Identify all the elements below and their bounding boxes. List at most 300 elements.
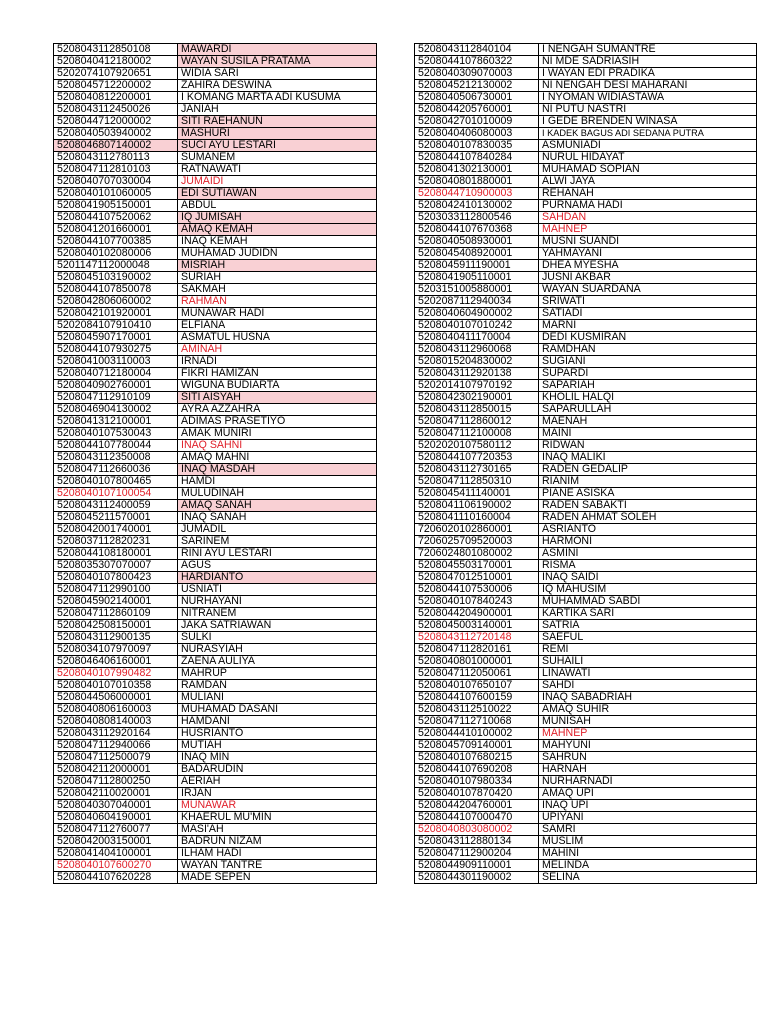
id-number-cell: 5208043112960068	[415, 344, 539, 356]
name-cell: MAHINI	[539, 848, 757, 860]
table-row	[54, 632, 377, 644]
table-row	[54, 800, 377, 812]
name-cell: SATIADI	[539, 308, 757, 320]
name-cell: AMAQ SANAH	[178, 500, 377, 512]
name-cell: RAMDAN	[178, 680, 377, 692]
name-cell: I KADEK BAGUS ADI SEDANA PUTRA	[539, 128, 757, 140]
id-number-cell: 5208046904130002	[54, 404, 178, 416]
name-cell: HAMDANI	[178, 716, 377, 728]
table-row	[415, 644, 757, 656]
name-cell: INAQ UPI	[539, 800, 757, 812]
name-cell: MAINI	[539, 428, 757, 440]
id-number-cell: 5208043112920138	[415, 368, 539, 380]
name-cell: MAHYUNI	[539, 740, 757, 752]
id-number-cell: 5208037112820231	[54, 536, 178, 548]
name-cell: IQ JUMISAH	[178, 212, 377, 224]
id-number-cell: 5208040801880001	[415, 176, 539, 188]
id-number-cell: 5208043112880134	[415, 836, 539, 848]
id-number-cell: 5208044107600159	[415, 692, 539, 704]
name-cell: AMAK MUNIRI	[178, 428, 377, 440]
id-number-cell: 5208043112780113	[54, 152, 178, 164]
id-number-cell: 5208041905150001	[54, 200, 178, 212]
table-row	[54, 680, 377, 692]
table-row	[415, 440, 757, 452]
table-row	[415, 128, 757, 140]
id-number-cell: 5208047112500079	[54, 752, 178, 764]
name-cell: ELFIANA	[178, 320, 377, 332]
name-cell: ABDUL	[178, 200, 377, 212]
id-number-cell: 5208047112990100	[54, 584, 178, 596]
name-cell: NI MDE SADRIASIH	[539, 56, 757, 68]
id-number-cell: 5208041106190002	[415, 500, 539, 512]
id-number-cell: 5208040806160003	[54, 704, 178, 716]
id-number-cell: 5208044205760001	[415, 104, 539, 116]
name-cell: HARMONI	[539, 536, 757, 548]
table-row	[54, 224, 377, 236]
id-number-cell: 7206024801080002	[415, 548, 539, 560]
id-number-cell: 5208043112720148	[415, 632, 539, 644]
table-row	[54, 332, 377, 344]
name-cell: MUHAMAD DASANI	[178, 704, 377, 716]
name-cell: MAHRUP	[178, 668, 377, 680]
name-cell: ADIMAS PRASETIYO	[178, 416, 377, 428]
table-row	[54, 584, 377, 596]
id-number-cell: 5208044410100002	[415, 728, 539, 740]
id-number-cell: 5202084107910410	[54, 320, 178, 332]
table-row	[415, 356, 757, 368]
table-row	[54, 44, 377, 56]
id-number-cell: 5208042003150001	[54, 836, 178, 848]
id-number-cell: 5208047112940066	[54, 740, 178, 752]
id-number-cell: 5208045503170001	[415, 560, 539, 572]
table-row	[415, 848, 757, 860]
id-number-cell: 5208035307070007	[54, 560, 178, 572]
table-row	[415, 500, 757, 512]
name-cell: RAMDHAN	[539, 344, 757, 356]
id-number-cell: 5208047112050061	[415, 668, 539, 680]
table-row	[415, 536, 757, 548]
name-cell: AYRA AZZAHRA	[178, 404, 377, 416]
id-number-cell: 5208044107620228	[54, 872, 178, 884]
table-row	[54, 644, 377, 656]
table-row	[54, 464, 377, 476]
table-row	[415, 272, 757, 284]
table-row	[415, 368, 757, 380]
table-row	[415, 692, 757, 704]
table-row	[415, 668, 757, 680]
id-number-cell: 5208044107860322	[415, 56, 539, 68]
table-row	[415, 140, 757, 152]
name-cell: MASI'AH	[178, 824, 377, 836]
name-cell: HAMDI	[178, 476, 377, 488]
id-number-cell: 5208044204760001	[415, 800, 539, 812]
name-cell: I KOMANG MARTA ADI KUSUMA	[178, 92, 377, 104]
name-cell: INAQ SAIDI	[539, 572, 757, 584]
table-row	[54, 284, 377, 296]
id-number-cell: 5208047112900204	[415, 848, 539, 860]
name-cell: LINAWATI	[539, 668, 757, 680]
name-cell: REMI	[539, 644, 757, 656]
name-cell: I NYOMAN WIDIASTAWA	[539, 92, 757, 104]
id-number-cell: 5208044301190002	[415, 872, 539, 884]
table-row	[415, 212, 757, 224]
name-cell: KHAERUL MU'MIN	[178, 812, 377, 824]
table-row	[54, 788, 377, 800]
name-cell: KHOLIL HALQI	[539, 392, 757, 404]
id-number-cell: 5202087112940034	[415, 296, 539, 308]
id-number-cell: 5208045212130002	[415, 80, 539, 92]
name-cell: SAEFUL	[539, 632, 757, 644]
id-number-cell: 5208044107840284	[415, 152, 539, 164]
id-number-cell: 5208042302190001	[415, 392, 539, 404]
table-row	[415, 260, 757, 272]
id-number-cell: 5208041110160004	[415, 512, 539, 524]
id-number-cell: 5208047112100008	[415, 428, 539, 440]
id-number-cell: 5208040508930001	[415, 236, 539, 248]
table-row	[415, 56, 757, 68]
table-row	[54, 500, 377, 512]
id-number-cell: 5208040107980334	[415, 776, 539, 788]
id-number-cell: 5208043112900135	[54, 632, 178, 644]
id-number-cell: 5208043112850108	[54, 44, 178, 56]
table-row	[415, 404, 757, 416]
table-row	[415, 608, 757, 620]
name-cell: SUGIANI	[539, 356, 757, 368]
name-cell: MARNI	[539, 320, 757, 332]
table-row	[54, 656, 377, 668]
id-number-cell: 5208040309070003	[415, 68, 539, 80]
id-number-cell: 5208044506000001	[54, 692, 178, 704]
table-row	[54, 608, 377, 620]
table-row	[54, 404, 377, 416]
name-cell: INAQ MALIKI	[539, 452, 757, 464]
id-number-cell: 5208040107800423	[54, 572, 178, 584]
name-cell: HARDIANTO	[178, 572, 377, 584]
table-row	[415, 524, 757, 536]
table-row	[54, 440, 377, 452]
name-cell: SAPARIAH	[539, 380, 757, 392]
table-row	[54, 476, 377, 488]
name-cell: WAYAN TANTRE	[178, 860, 377, 872]
name-cell: RINI AYU LESTARI	[178, 548, 377, 560]
id-number-cell: 5208047112850310	[415, 476, 539, 488]
name-cell: I GEDE BRENDEN WINASA	[539, 116, 757, 128]
id-number-cell: 5208040803080002	[415, 824, 539, 836]
table-row	[415, 344, 757, 356]
id-number-cell: 5208044107930275	[54, 344, 178, 356]
id-number-cell: 5203033112800546	[415, 212, 539, 224]
id-number-cell: 5208040107800465	[54, 476, 178, 488]
id-number-cell: 5208047112660036	[54, 464, 178, 476]
id-number-cell: 5208042101920001	[54, 308, 178, 320]
table-row	[415, 632, 757, 644]
table-row	[54, 380, 377, 392]
id-number-cell: 5208044107520062	[54, 212, 178, 224]
name-cell: SAHDAN	[539, 212, 757, 224]
name-cell: SARINEM	[178, 536, 377, 548]
table-row	[415, 512, 757, 524]
table-row	[415, 872, 757, 884]
id-number-cell: 5208045709140001	[415, 740, 539, 752]
id-number-cell: 5208045911190001	[415, 260, 539, 272]
name-cell: AMAQ SUHIR	[539, 704, 757, 716]
name-cell: INAQ SAHNI	[178, 440, 377, 452]
table-row	[54, 308, 377, 320]
id-number-cell: 5208040503940002	[54, 128, 178, 140]
id-number-cell: 5208045902140001	[54, 596, 178, 608]
name-cell: MASHURI	[178, 128, 377, 140]
table-row	[54, 116, 377, 128]
table-row	[415, 680, 757, 692]
table-row	[54, 272, 377, 284]
table-row	[415, 572, 757, 584]
id-number-cell: 5208040107010358	[54, 680, 178, 692]
name-cell: YAHMAYANI	[539, 248, 757, 260]
name-cell: SUPARDI	[539, 368, 757, 380]
table-row	[415, 596, 757, 608]
id-number-cell: 7206020102860001	[415, 524, 539, 536]
id-number-cell: 5208044107690208	[415, 764, 539, 776]
name-cell: MULUDINAH	[178, 488, 377, 500]
table-row	[54, 536, 377, 548]
name-cell: MUNAWAR HADI	[178, 308, 377, 320]
name-cell: SUCI AYU LESTARI	[178, 140, 377, 152]
table-row	[415, 788, 757, 800]
id-number-cell: 5208044107700385	[54, 236, 178, 248]
name-cell: FIKRI HAMIZAN	[178, 368, 377, 380]
table-row	[415, 320, 757, 332]
id-number-cell: 5201147112000048	[54, 260, 178, 272]
name-cell: I NENGAH SUMANTRE	[539, 44, 757, 56]
id-number-cell: 5208046807140002	[54, 140, 178, 152]
id-number-cell: 5208045003140001	[415, 620, 539, 632]
name-cell: SUMANEM	[178, 152, 377, 164]
id-number-cell: 5208045907170001	[54, 332, 178, 344]
name-cell: AMAQ KEMAH	[178, 224, 377, 236]
id-number-cell: 5208045712200002	[54, 80, 178, 92]
name-cell: AERIAH	[178, 776, 377, 788]
id-number-cell: 5208040604190001	[54, 812, 178, 824]
name-cell: MUHAMAD SOPIAN	[539, 164, 757, 176]
id-number-cell: 5208042001740001	[54, 524, 178, 536]
id-number-cell: 5208040107990482	[54, 668, 178, 680]
table-row	[415, 836, 757, 848]
table-row	[415, 752, 757, 764]
table-row	[54, 620, 377, 632]
table-row	[54, 200, 377, 212]
table-row	[54, 212, 377, 224]
table-row	[415, 584, 757, 596]
id-number-cell: 5208040107870420	[415, 788, 539, 800]
table-row	[54, 428, 377, 440]
name-cell: AGUS	[178, 560, 377, 572]
name-cell: SATRIA	[539, 620, 757, 632]
id-number-cell: 5208040107600270	[54, 860, 178, 872]
table-row	[415, 860, 757, 872]
name-cell: ASMINI	[539, 548, 757, 560]
id-number-cell: 5208043112400059	[54, 500, 178, 512]
name-cell: WAYAN SUSILA PRATAMA	[178, 56, 377, 68]
table-row	[54, 248, 377, 260]
name-cell: RISMA	[539, 560, 757, 572]
name-cell: MISRIAH	[178, 260, 377, 272]
id-number-cell: 5208045411140001	[415, 488, 539, 500]
table-row	[54, 848, 377, 860]
id-number-cell: 5208040102080006	[54, 248, 178, 260]
name-cell: SITI RAEHANUN	[178, 116, 377, 128]
name-cell: JAKA SATRIAWAN	[178, 620, 377, 632]
name-cell: AMINAH	[178, 344, 377, 356]
id-number-cell: 5208040107530043	[54, 428, 178, 440]
name-cell: SRIWATI	[539, 296, 757, 308]
name-cell: SAHRUN	[539, 752, 757, 764]
name-cell: MAHNEP	[539, 224, 757, 236]
name-cell: DEDI KUSMIRAN	[539, 332, 757, 344]
table-row	[54, 860, 377, 872]
name-cell: NURHAYANI	[178, 596, 377, 608]
table-row	[54, 692, 377, 704]
name-cell: NI PUTU NASTRI	[539, 104, 757, 116]
id-number-cell: 5208043112510022	[415, 704, 539, 716]
table-row	[54, 164, 377, 176]
table-row	[54, 320, 377, 332]
name-cell: INAQ SABADRIAH	[539, 692, 757, 704]
id-number-cell: 5208041404100001	[54, 848, 178, 860]
name-cell: MUSLIM	[539, 836, 757, 848]
id-number-cell: 5208044204900001	[415, 608, 539, 620]
table-row	[54, 740, 377, 752]
table-row	[54, 368, 377, 380]
name-cell: UPIYANI	[539, 812, 757, 824]
name-cell: MUTIAH	[178, 740, 377, 752]
id-number-cell: 5208047012510001	[415, 572, 539, 584]
table-row	[415, 80, 757, 92]
table-row	[54, 392, 377, 404]
id-number-cell: 5208045103190002	[54, 272, 178, 284]
id-number-cell: 5208044712000002	[54, 116, 178, 128]
name-cell: HUSRIANTO	[178, 728, 377, 740]
table-row	[415, 92, 757, 104]
name-cell: NITRANEM	[178, 608, 377, 620]
left-table-body	[54, 44, 377, 884]
table-row	[54, 104, 377, 116]
table-row	[415, 464, 757, 476]
table-row	[415, 656, 757, 668]
name-cell: ASRIANTO	[539, 524, 757, 536]
name-cell: SELINA	[539, 872, 757, 884]
name-cell: RADEN GEDALIP	[539, 464, 757, 476]
id-number-cell: 5208040412180002	[54, 56, 178, 68]
id-number-cell: 5208044107530006	[415, 584, 539, 596]
table-row	[54, 152, 377, 164]
table-row	[415, 308, 757, 320]
table-row	[54, 92, 377, 104]
id-number-cell: 5208040307040001	[54, 800, 178, 812]
table-row	[54, 140, 377, 152]
id-number-cell: 5208043112920164	[54, 728, 178, 740]
table-row	[415, 716, 757, 728]
id-number-cell: 5208040107650107	[415, 680, 539, 692]
id-number-cell: 5208040712180004	[54, 368, 178, 380]
table-row	[415, 296, 757, 308]
id-number-cell: 5208040506730001	[415, 92, 539, 104]
table-row	[415, 44, 757, 56]
table-row	[54, 260, 377, 272]
table-row	[54, 560, 377, 572]
name-cell: JUMADIL	[178, 524, 377, 536]
name-cell: INAQ MASDAH	[178, 464, 377, 476]
name-cell: SITI AISYAH	[178, 392, 377, 404]
name-cell: RAHMAN	[178, 296, 377, 308]
id-number-cell: 5208043112840104	[415, 44, 539, 56]
id-number-cell: 5208040808140003	[54, 716, 178, 728]
table-row	[54, 512, 377, 524]
name-cell: MADE SEPEN	[178, 872, 377, 884]
id-number-cell: 5208043112850015	[415, 404, 539, 416]
table-row	[415, 704, 757, 716]
id-number-cell: 5208040801000001	[415, 656, 539, 668]
table-row	[54, 188, 377, 200]
id-number-cell: 5208040107100054	[54, 488, 178, 500]
name-cell: IRNADI	[178, 356, 377, 368]
table-row	[415, 800, 757, 812]
table-row	[54, 236, 377, 248]
name-cell: NURHARNADI	[539, 776, 757, 788]
table-row	[415, 200, 757, 212]
table-row	[54, 356, 377, 368]
table-row	[54, 56, 377, 68]
id-number-cell: 5208040101060005	[54, 188, 178, 200]
table-row	[415, 224, 757, 236]
id-number-cell: 5208044909110001	[415, 860, 539, 872]
id-number-cell: 5202020107580112	[415, 440, 539, 452]
table-row	[54, 764, 377, 776]
name-cell: MUNAWAR	[178, 800, 377, 812]
table-row	[415, 332, 757, 344]
id-number-cell: 5208040812200001	[54, 92, 178, 104]
table-row	[415, 764, 757, 776]
id-number-cell: 5208047112710068	[415, 716, 539, 728]
table-row	[54, 296, 377, 308]
id-number-cell: 5208042508150001	[54, 620, 178, 632]
name-cell: RIDWAN	[539, 440, 757, 452]
name-cell: AMAQ MAHNI	[178, 452, 377, 464]
id-number-cell: 5208044107000470	[415, 812, 539, 824]
id-number-cell: 5208040406080003	[415, 128, 539, 140]
table-row	[415, 824, 757, 836]
name-cell: INAQ MIN	[178, 752, 377, 764]
name-cell: I WAYAN EDI PRADIKA	[539, 68, 757, 80]
name-cell: MAHNEP	[539, 728, 757, 740]
id-number-cell: 5208040902760001	[54, 380, 178, 392]
name-cell: NURASYIAH	[178, 644, 377, 656]
id-number-cell: 7206025709520003	[415, 536, 539, 548]
id-number-cell: 5208040107840243	[415, 596, 539, 608]
table-row	[415, 476, 757, 488]
id-number-cell: 5208034107970097	[54, 644, 178, 656]
name-cell: USNIATI	[178, 584, 377, 596]
id-number-cell: 5203151005880001	[415, 284, 539, 296]
table-row	[54, 704, 377, 716]
left-record-table	[53, 43, 377, 884]
id-number-cell: 5208043112730165	[415, 464, 539, 476]
id-number-cell: 5208042806060002	[54, 296, 178, 308]
name-cell: BADARUDIN	[178, 764, 377, 776]
id-number-cell: 5208046406160001	[54, 656, 178, 668]
id-number-cell: 5208047112800250	[54, 776, 178, 788]
name-cell: ZAENA AULIYA	[178, 656, 377, 668]
table-row	[415, 428, 757, 440]
